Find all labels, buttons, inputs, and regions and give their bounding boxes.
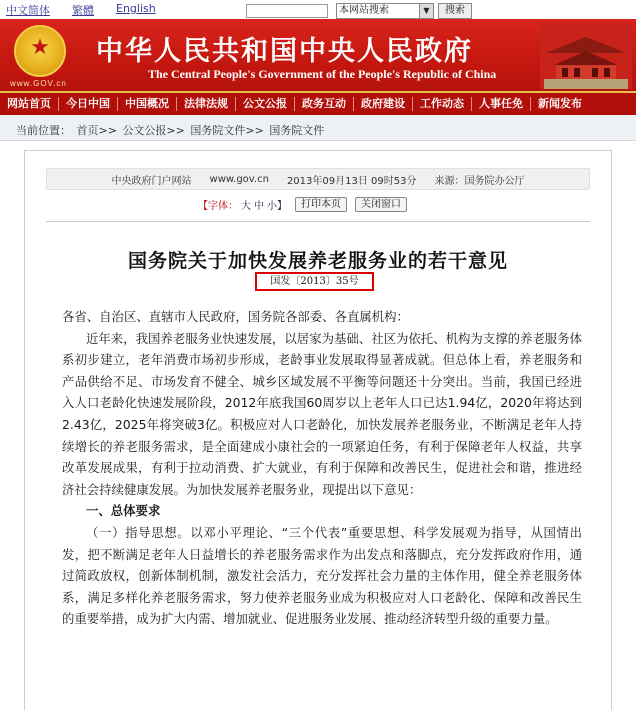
breadcrumb-current[interactable]: 国务院文件 (269, 124, 325, 137)
nav-item-china-overview[interactable]: 中国概况 (118, 97, 177, 111)
print-button[interactable]: 打印本页 (295, 197, 347, 212)
source-site: 中央政府门户网站 (111, 175, 192, 187)
banner-title-cn: 中华人民共和国中央人民政府 (96, 36, 473, 67)
breadcrumb (0, 115, 636, 141)
section-heading: 一、总体要求 (86, 503, 161, 519)
language-links (6, 2, 156, 18)
national-emblem-icon (14, 25, 66, 77)
font-size-medium[interactable]: 中 (254, 200, 264, 212)
chevron-down-icon: ▼ (419, 4, 433, 18)
lang-link-english[interactable]: English (116, 2, 156, 15)
source-info-bar (46, 168, 590, 190)
source-origin: 来源：国务院办公厅 (434, 175, 525, 187)
document-title: 国务院关于加快发展养老服务业的若干意见 (127, 250, 508, 272)
nav-item-work-news[interactable]: 工作动态 (413, 97, 472, 111)
divider (46, 221, 590, 222)
tiananmen-gate-icon (540, 23, 632, 89)
banner-title-en: The Central People's Government of the People's Republic of China (148, 67, 497, 81)
main-nav (0, 91, 636, 115)
nav-item-press[interactable]: 新闻发布 (538, 97, 582, 110)
document-number: 国发〔2013〕35号 (255, 272, 374, 291)
nav-item-gov-building[interactable]: 政府建设 (354, 97, 413, 111)
banner-url: www.GOV.cn (10, 79, 67, 88)
search-scope-value: 本网站搜索 (339, 5, 389, 16)
breadcrumb-label: 当前位置： (16, 124, 71, 137)
nav-item-documents[interactable]: 公文公报 (236, 97, 295, 111)
font-size-label: 【字体： (198, 200, 238, 212)
top-utility-bar (0, 0, 636, 19)
search-input[interactable] (246, 4, 328, 18)
source-url: www.gov.cn (209, 173, 269, 185)
breadcrumb-documents[interactable]: 公文公报>> (122, 124, 185, 137)
lang-link-simplified[interactable]: 中文简体 (6, 4, 50, 17)
search-scope-select[interactable] (336, 3, 434, 19)
document-body (62, 306, 582, 630)
search-button[interactable]: 搜索 (438, 3, 472, 19)
site-banner (0, 19, 636, 91)
font-size-small[interactable]: 小】 (267, 200, 287, 212)
font-size-controls (198, 197, 287, 212)
nav-item-appointments[interactable]: 人事任免 (472, 97, 531, 111)
nav-item-interaction[interactable]: 政务互动 (295, 97, 354, 111)
nav-item-today-china[interactable]: 今日中国 (59, 97, 118, 111)
salutation: 各省、自治区、直辖市人民政府，国务院各部委、各直属机构： (62, 309, 409, 324)
page-tools (198, 196, 407, 212)
breadcrumb-home[interactable]: 首页>> (76, 124, 117, 137)
lang-link-traditional[interactable]: 繁體 (72, 4, 94, 17)
paragraph: 近年来，我国养老服务业快速发展，以居家为基础、社区为依托、机构为支撑的养老服务体系初步建立，老年消费市场初步形成，老龄事业发展取得显著成就。但总体上看，养老服务和产品供给不足、市场发育不健全、城乡区域发展不平衡等问题还十分突出。当前，我国已经进入人口老龄化快速发展阶段，2012年底我国60周岁以上老年人口已达1.94亿，2020年将达到2.43亿，2025年将突破3亿。积极应对人口老龄化，加快发展养老服务业，不断满足老年人持续增长的养老服务需求，是全面建成小康社会的一项紧迫任务，有利于保障老年人权益，共享改革发展成果，有利于拉动消费、扩大就业，有利于保障和改善民生，促进社会和谐，推进经济社会持续健康发展。为加快发展养老服务业，现提出以下意见： (62, 330, 582, 497)
close-window-button[interactable]: 关闭窗口 (355, 197, 407, 212)
nav-item-home[interactable]: 网站首页 (0, 97, 59, 111)
publish-datetime: 2013年09月13日 09时53分 (286, 175, 417, 187)
breadcrumb-state-council-files[interactable]: 国务院文件>> (190, 124, 264, 137)
paragraph: （一）指导思想。以邓小平理论、“三个代表”重要思想、科学发展观为指导，从国情出发，把不断满足老年人日益增长的养老服务需求作为出发点和落脚点，充分发挥政府作用，通过简政放权，创新体制机制，激发社会活力，充分发挥社会力量的主体作用，健全养老服务体系，满足多样化养老服务需求，努力使养老服务业成为积极应对人口老龄化、保障和改善民生的重要举措，成为扩大内需、增加就业、促进服务业发展、推动经济转型升级的重要力量。 (62, 524, 582, 627)
font-size-large[interactable]: 大 (241, 200, 251, 212)
nav-item-laws[interactable]: 法律法规 (177, 97, 236, 111)
